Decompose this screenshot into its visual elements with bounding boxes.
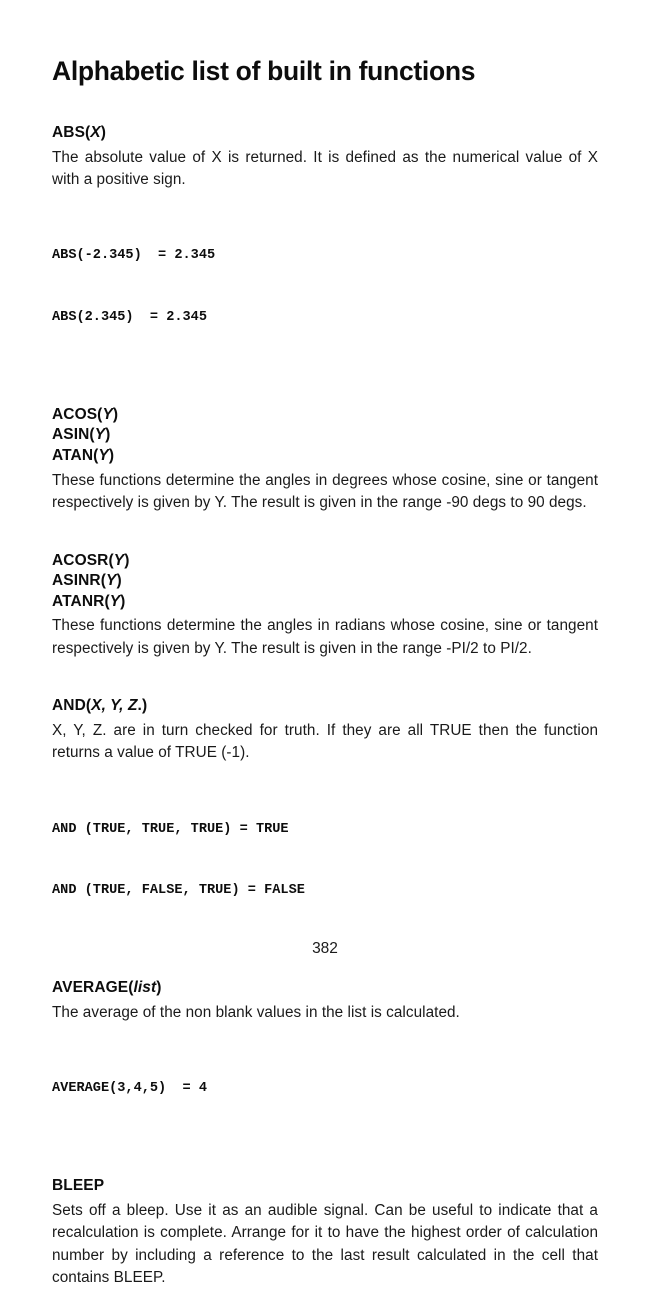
function-description-acos: These functions determine the angles in degrees whose cosine, sine or tangent respectively is given by Y. The result is given in the range -90 degs to 90 degs. [52,471,598,512]
code-sample-and [52,779,598,942]
code-sample-average [52,1038,598,1140]
function-headings [52,123,598,144]
code-sample-abs [52,206,598,369]
code-line: ABS(-2.345) = 2.345 [52,248,216,264]
code-line: ABS(2.345) = 2.345 [52,309,207,325]
spacer [52,968,598,978]
code-line: AVERAGE(3,4,5) = 4 [52,1080,207,1096]
spacer [52,395,598,405]
function-headings [52,1176,598,1197]
function-entry-bleep [52,1176,598,1290]
code-line: AND (TRUE, FALSE, TRUE) = FALSE [52,882,305,898]
function-headings [52,551,598,613]
spacer [52,1166,598,1176]
function-name-atanr: ATANR(Y) [52,592,126,610]
function-entry-average [52,978,598,1140]
function-description-average: The average of the non blank values in the list is calculated. [52,1003,460,1021]
function-name-bleep: BLEEP [52,1177,105,1195]
function-description-abs: The absolute value of X is returned. It is defined as the numerical value of X with a positive sign. [52,148,598,189]
page-number: 382 [312,940,338,957]
code-line: AND (TRUE, TRUE, TRUE) = TRUE [52,821,289,837]
page-title: Alphabetic list of built in functions [52,56,476,86]
spacer [52,541,598,551]
function-name-acosr: ACOSR(Y) [52,551,130,569]
function-headings [52,978,598,999]
function-name-asinr: ASINR(Y) [52,572,122,590]
function-name-atan: ATAN(Y) [52,446,115,464]
function-name-acos: ACOS(Y) [52,405,119,423]
spacer [52,686,598,696]
function-entry-acosr-asinr-atanr [52,551,598,661]
function-name-average: AVERAGE(list) [52,979,162,996]
function-entry-and [52,696,598,942]
function-headings [52,696,598,717]
function-description-and: X, Y, Z. are in turn checked for truth. If they are all TRUE then the function returns a value of TRUE (-1). [52,721,598,762]
function-description-bleep: Sets off a bleep. Use it as an audible signal. Can be useful to indicate that a recalculation is complete. Arrange for it to have the highest order of calculation number by including a reference to the last result calculated in the cell that contains BLEEP. [52,1201,598,1287]
function-name-abs: ABS(X) [52,124,107,141]
function-entry-acos-asin-atan [52,405,598,515]
function-name-asin: ASIN(Y) [52,426,111,444]
function-name-and: AND(X, Y, Z.) [52,697,148,715]
function-headings [52,405,598,467]
function-description-acosr: These functions determine the angles in radians whose cosine, sine or tangent respectively is given by Y. The result is given in the range -PI/2 to PI/2. [52,617,598,657]
function-entry-abs [52,123,598,369]
